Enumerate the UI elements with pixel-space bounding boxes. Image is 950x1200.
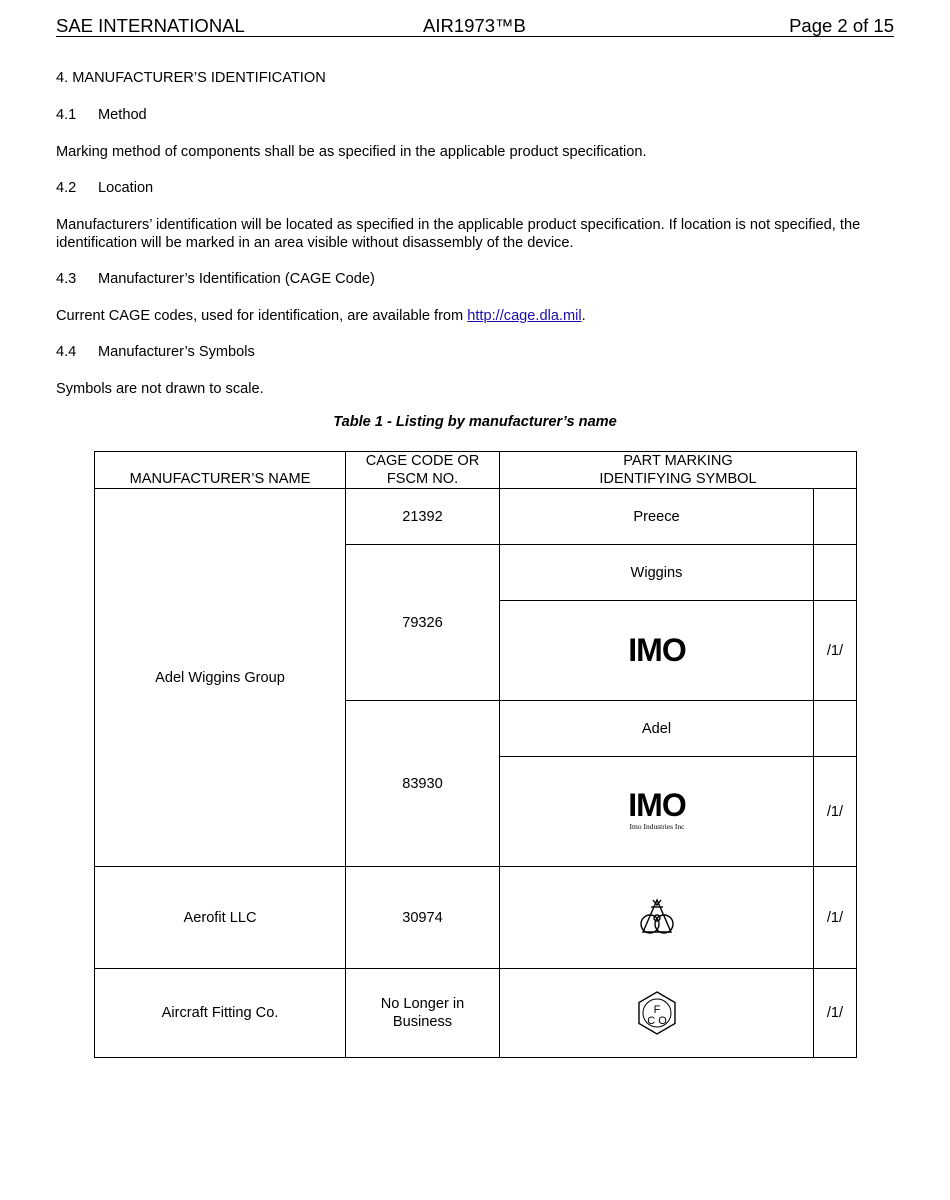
header-page-number: Page 2 of 15 bbox=[789, 15, 894, 36]
section-4-1-body: Marking method of components shall be as specified in the applicable product specification. bbox=[56, 144, 647, 160]
section-4-4-body: Symbols are not drawn to scale. bbox=[56, 381, 264, 397]
svg-text:C O: C O bbox=[646, 1015, 667, 1027]
manufacturer-name: Aerofit LLC bbox=[95, 867, 346, 969]
table-caption: Table 1 - Listing by manufacturer’s name bbox=[333, 414, 617, 430]
table-header-row bbox=[95, 452, 857, 489]
section-number: 4.4 bbox=[56, 344, 77, 360]
cage-code: 21392 bbox=[346, 489, 500, 545]
symbol-text: Wiggins bbox=[500, 545, 814, 601]
cage-link[interactable]: http://cage.dla.mil bbox=[467, 308, 582, 324]
section-4-1-heading bbox=[56, 106, 147, 124]
page-header bbox=[56, 14, 894, 37]
symbol-logo-cell bbox=[500, 867, 814, 969]
afc-hexagon-logo-icon bbox=[633, 989, 681, 1037]
section-number: 4.2 bbox=[56, 180, 77, 196]
cage-code: 83930 bbox=[346, 701, 500, 867]
table-row bbox=[95, 969, 857, 1058]
cage-code: No Longer in Business bbox=[346, 969, 500, 1058]
section-title: Manufacturer’s Identification (CAGE Code) bbox=[98, 271, 375, 287]
symbol-text: Preece bbox=[500, 489, 814, 545]
body-text: Current CAGE codes, used for identification, are available from bbox=[56, 308, 468, 324]
aerofit-logo-icon bbox=[635, 896, 679, 940]
svg-text:IMO: IMO bbox=[627, 634, 686, 667]
section-4-4-heading bbox=[56, 343, 255, 361]
svg-text:IMO: IMO bbox=[627, 789, 686, 823]
header-symbol: PART MARKING IDENTIFYING SYMBOL bbox=[500, 452, 857, 489]
section-4-2-body: Manufacturers’ identification will be located as specified in the applicable product specification. If location is not specified, the identification will be marked in an area visible without disassembly of the device. bbox=[56, 217, 861, 251]
section-title: Location bbox=[98, 180, 154, 196]
symbol-logo-cell bbox=[500, 601, 814, 701]
section-4-2-heading bbox=[56, 179, 153, 197]
section-4-heading: 4. MANUFACTURER’S IDENTIFICATION bbox=[56, 70, 326, 86]
header-manufacturer-name: MANUFACTURER’S NAME bbox=[95, 452, 346, 489]
note: /1/ bbox=[814, 867, 857, 969]
imo-logo-icon bbox=[617, 635, 697, 667]
section-title: Method bbox=[98, 107, 147, 123]
manufacturer-name: Adel Wiggins Group bbox=[95, 489, 346, 867]
section-number: 4.3 bbox=[56, 271, 77, 287]
note bbox=[814, 545, 857, 601]
body-text-end: . bbox=[581, 308, 586, 324]
section-number: 4.1 bbox=[56, 107, 77, 123]
cage-code: 30974 bbox=[346, 867, 500, 969]
imo-industries-logo-icon bbox=[617, 790, 697, 834]
manufacturer-table bbox=[94, 451, 857, 1058]
symbol-logo-cell bbox=[500, 757, 814, 867]
note: /1/ bbox=[814, 601, 857, 701]
note bbox=[814, 489, 857, 545]
cage-code: 79326 bbox=[346, 545, 500, 701]
section-title: Manufacturer’s Symbols bbox=[98, 344, 255, 360]
svg-text:F: F bbox=[653, 1004, 660, 1016]
section-4-3-heading bbox=[56, 270, 375, 288]
note bbox=[814, 701, 857, 757]
header-cage-code: CAGE CODE OR FSCM NO. bbox=[346, 452, 500, 489]
symbol-text: Adel bbox=[500, 701, 814, 757]
manufacturer-name: Aircraft Fitting Co. bbox=[95, 969, 346, 1058]
header-doc-number: AIR1973™B bbox=[423, 15, 526, 36]
header-org: SAE INTERNATIONAL bbox=[56, 15, 245, 36]
note: /1/ bbox=[814, 969, 857, 1058]
symbol-logo-cell bbox=[500, 969, 814, 1058]
table-row bbox=[95, 489, 857, 545]
table-row bbox=[95, 867, 857, 969]
svg-text:Imo Industries Inc: Imo Industries Inc bbox=[629, 821, 684, 831]
note: /1/ bbox=[814, 757, 857, 867]
section-4-3-body bbox=[56, 307, 586, 325]
